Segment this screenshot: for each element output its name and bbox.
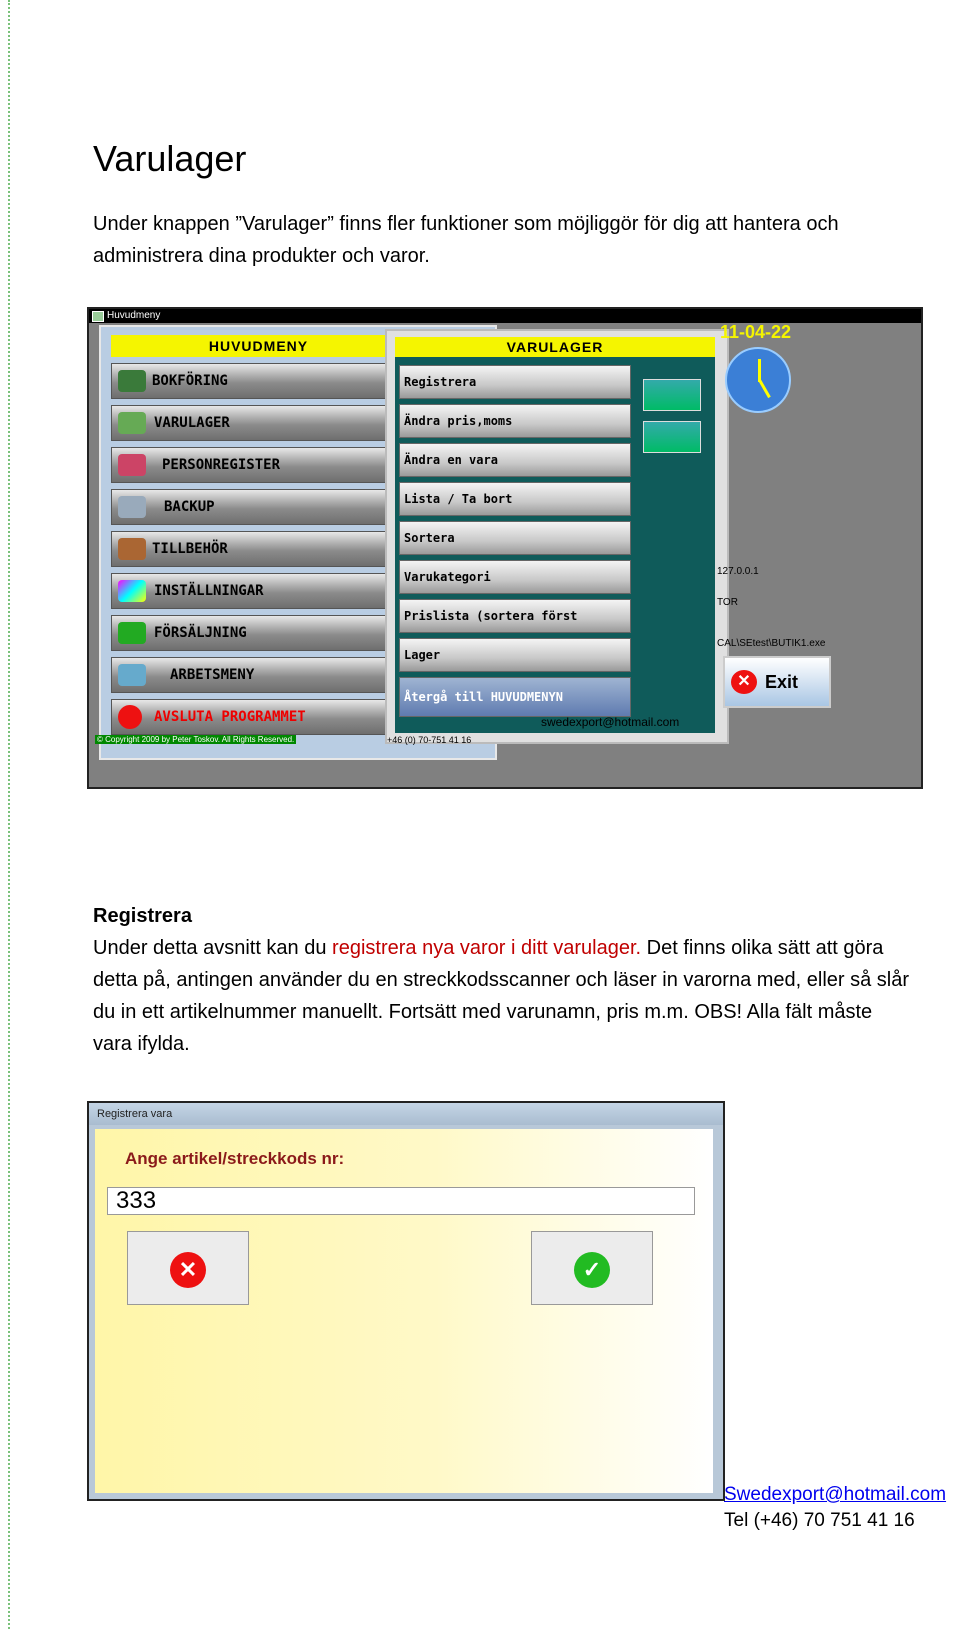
submenu-item-lista-ta-bort[interactable]: Lista / Ta bort [399, 482, 631, 516]
submenu-item-varukategori[interactable]: Varukategori [399, 560, 631, 594]
window-title: Huvudmeny [107, 310, 161, 321]
section-heading: Registrera [93, 905, 192, 927]
box-icon [118, 412, 146, 434]
menu-item-arbetsmeny[interactable] [111, 657, 396, 693]
submenu-item-andra-pris-moms[interactable]: Ändra pris,moms [399, 404, 631, 438]
menu-item-personregister[interactable] [111, 447, 396, 483]
body-line-2: detta på, antingen använder du en streckkodsscanner och läser in varorna med, eller så slår [93, 969, 910, 991]
ip-address: 127.0.0.1 [717, 566, 759, 577]
dollar-icon [118, 622, 146, 644]
menu-item-avsluta[interactable] [111, 699, 396, 735]
submenu-item-prislista[interactable]: Prislista (sortera först [399, 599, 631, 633]
menu-item-installningar[interactable] [111, 573, 396, 609]
margin-line [8, 0, 10, 1629]
usb-drive-icon [118, 496, 146, 518]
cd-icon [118, 580, 146, 602]
menu-item-label: ARBETSMENY [170, 667, 255, 683]
cancel-button[interactable] [127, 1231, 249, 1305]
path-partial: CAL\SEtest\BUTIK1.exe [717, 638, 826, 649]
phone-text: +46 (0) 70-751 41 16 [387, 735, 472, 745]
submenu-item-sortera[interactable]: Sortera [399, 521, 631, 555]
window-titlebar [89, 309, 921, 323]
menu-item-varulager[interactable] [111, 405, 396, 441]
highlighted-text: registrera nya varor i ditt varulager. [332, 937, 642, 959]
menu-item-label: BACKUP [164, 499, 215, 515]
menu-item-label: BOKFÖRING [152, 373, 228, 389]
people-icon [118, 454, 146, 476]
main-menu-screenshot [87, 307, 923, 789]
cancel-icon: ✕ [170, 1252, 206, 1288]
copyright-text: © Copyright 2009 by Peter Toskov. All Rights Reserved. [97, 735, 295, 744]
menu-item-label: PERSONREGISTER [162, 457, 281, 473]
register-item-screenshot [87, 1101, 725, 1501]
barcode-input[interactable]: 333 [107, 1187, 695, 1215]
intro-paragraph: Under knappen ”Varulager” finns fler funktioner som möjliggör för dig att hantera och administrera dina produkter och varor. [93, 213, 839, 267]
varulager-submenu-panel [385, 329, 729, 744]
section-body [93, 932, 953, 1060]
help-person-icon[interactable] [643, 379, 701, 411]
submenu-header: VARULAGER [395, 337, 715, 357]
menu-item-label: AVSLUTA PROGRAMMET [154, 709, 306, 725]
menu-item-label: TILLBEHÖR [152, 541, 228, 557]
menu-item-label: VARULAGER [154, 415, 230, 431]
menu-item-bokforing[interactable] [111, 363, 396, 399]
dialog-body [95, 1129, 713, 1493]
menu-item-label: FÖRSÄLJNING [154, 625, 247, 641]
film-reel-icon[interactable] [643, 421, 701, 453]
body-line-4: vara ifylda. [93, 1033, 190, 1055]
checkmark-icon: ✓ [574, 1252, 610, 1288]
menu-item-label: INSTÄLLNINGAR [154, 583, 264, 599]
submenu-item-andra-en-vara[interactable]: Ändra en vara [399, 443, 631, 477]
page-title: Varulager [93, 138, 247, 179]
menu-item-tillbehor[interactable] [111, 531, 396, 567]
exit-label: Exit [765, 672, 799, 692]
footer-email-link[interactable]: Swedexport@hotmail.com [724, 1484, 947, 1505]
documents-icon [118, 664, 146, 686]
body-text: Det finns olika sätt att göra [641, 937, 884, 959]
ok-button[interactable] [531, 1231, 653, 1305]
close-icon: ✕ [731, 670, 757, 694]
body-text: Under detta avsnitt kan du [93, 937, 333, 959]
printer-icon [118, 538, 146, 560]
body-line-1 [93, 932, 953, 964]
dialog-titlebar: Registrera vara [89, 1103, 723, 1125]
menu-item-forsaljning[interactable] [111, 615, 396, 651]
menu-item-backup[interactable] [111, 489, 396, 525]
submenu-inner [395, 337, 715, 733]
email-partial: swedexport@hotmail.com [541, 715, 680, 729]
exit-button[interactable] [723, 656, 831, 708]
user-partial: TOR [717, 597, 738, 608]
submenu-item-lager[interactable]: Lager [399, 638, 631, 672]
date-display: 11-04-22 [720, 322, 792, 342]
submenu-item-registrera[interactable]: Registrera [399, 365, 631, 399]
barcode-label: Ange artikel/streckkods nr: [125, 1149, 345, 1168]
submenu-item-back-to-main[interactable]: Återgå till HUVUDMENYN [399, 677, 631, 717]
main-menu-header: HUVUDMENY [111, 335, 406, 357]
body-line-3: du in ett artikelnummer manuellt. Fortsätt med varunamn, pris m.m. OBS! Alla fält måste [93, 1001, 873, 1023]
cash-register-icon [118, 370, 146, 392]
app-icon [92, 311, 104, 322]
close-icon [118, 705, 142, 729]
footer-phone: Tel (+46) 70 751 41 16 [724, 1510, 915, 1531]
clock-icon [725, 347, 791, 413]
